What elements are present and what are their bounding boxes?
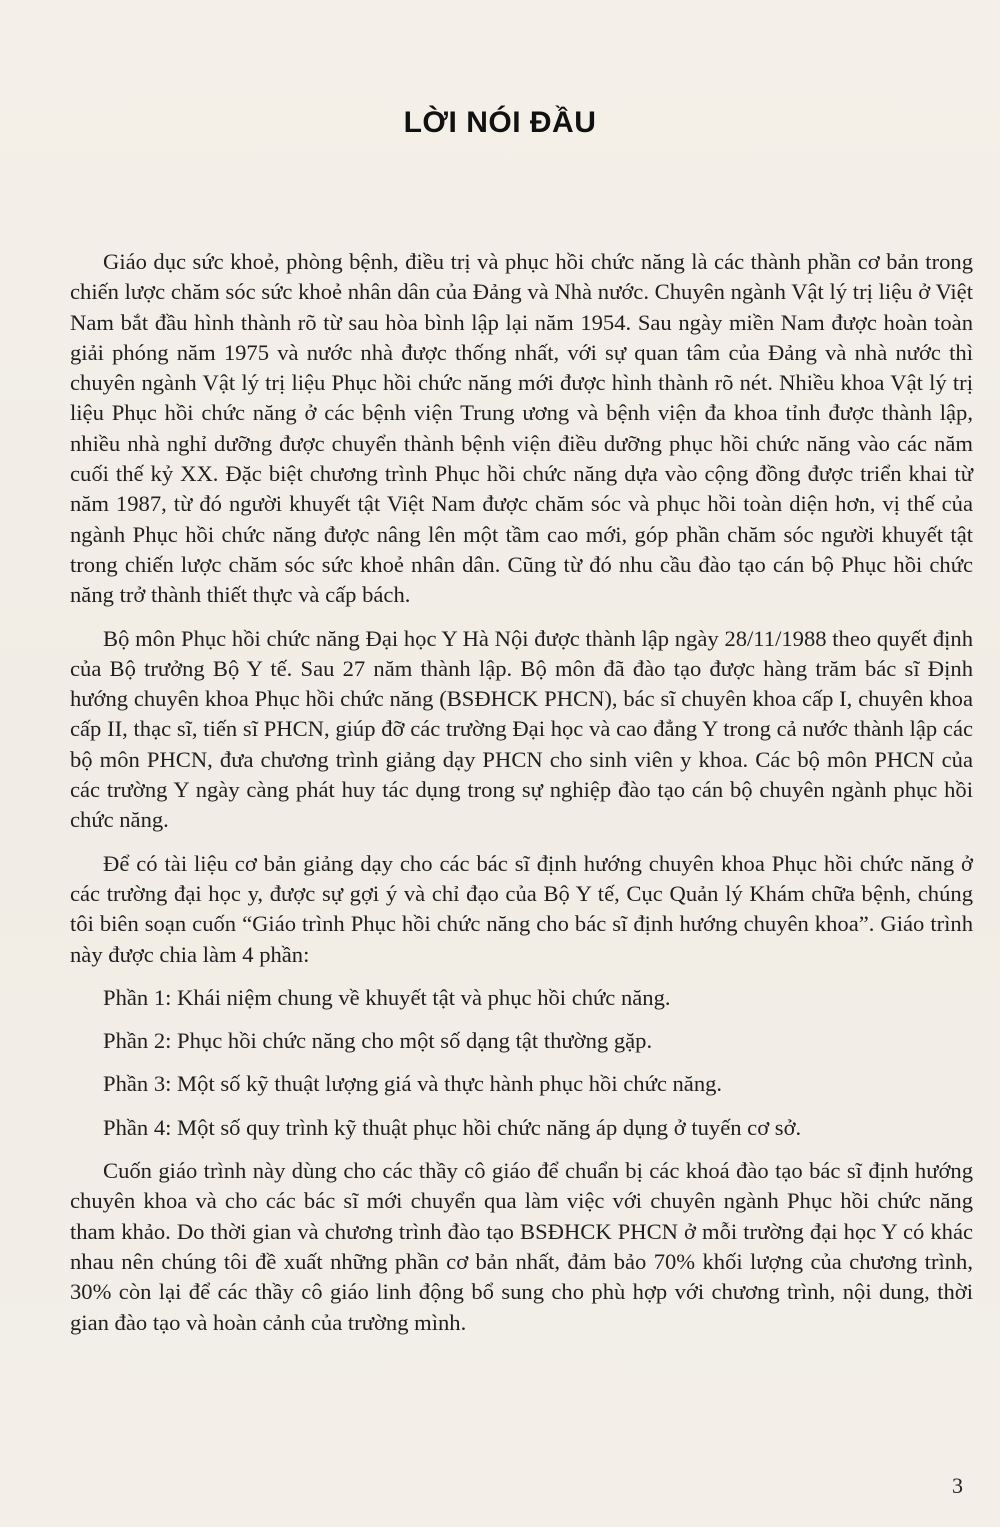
page-title: LỜI NÓI ĐẦU — [403, 106, 597, 139]
paragraph-intro: Giáo dục sức khoẻ, phòng bệnh, điều trị và phục hồi chức năng là các thành phần cơ bản trong chiến lược chăm sóc sức khoẻ nhân dân của Đảng và Nhà nước. Chuyên ngành Vật lý trị liệu ở Việt Nam bắt đầu hình thành rõ từ sau hòa bình lập lại năm 1954. Sau ngày miền Nam được hoàn toàn giải phóng năm 1975 và nước nhà được thống nhất, với sự quan tâm của Đảng và nhà nước thì chuyên ngành Vật lý trị liệu Phục hồi chức năng mới được hình thành rõ nét. Nhiều khoa Vật lý trị liệu Phục hồi chức năng ở các bệnh viện Trung ương và bệnh viện đa khoa tỉnh được thành lập, nhiều nhà nghỉ dưỡng được chuyển thành bệnh viện điều dưỡng phục hồi chức năng vào các năm cuối thế kỷ XX. Đặc biệt chương trình Phục hồi chức năng dựa vào cộng đồng được triển khai từ năm 1987, từ đó người khuyết tật Việt Nam được chăm sóc và phục hồi toàn diện hơn, vị thế của ngành Phục hồi chức năng được nâng lên một tầm cao mới, góp phần chăm sóc người khuyết tật trong chiến lược chăm sóc sức khoẻ nhân dân. Cũng từ đó nhu cầu đào tạo cán bộ Phục hồi chức năng trở thành thiết thực và cấp bách. — [70, 249, 973, 608]
part-1-item: Phần 1: Khái niệm chung về khuyết tật và phục hồi chức năng. — [103, 984, 671, 1010]
page-number: 3 — [952, 1473, 963, 1498]
paragraph-closing: Cuốn giáo trình này dùng cho các thầy cô giáo để chuẩn bị các khoá đào tạo bác sĩ định hướng chuyên khoa và cho các bác sĩ mới chuyển qua làm việc với chuyên ngành Phục hồi chức năng tham khảo. Do thời gian và chương trình đào tạo BSĐHCK PHCN ở mỗi trường đại học Y có khác nhau nên chúng tôi đề xuất những phần cơ bản nhất, đảm bảo 70% khối lượng của chương trình, 30% còn lại để các thầy cô giáo linh động bổ sung cho phù hợp với chương trình, nội dung, thời gian đào tạo và hoàn cảnh của trường mình. — [70, 1158, 973, 1335]
paragraph-department: Bộ môn Phục hồi chức năng Đại học Y Hà Nội được thành lập ngày 28/11/1988 theo quyết định của Bộ trưởng Bộ Y tế. Sau 27 năm thành lập. Bộ môn đã đào tạo được hàng trăm bác sĩ Định hướng chuyên khoa Phục hồi chức năng (BSĐHCK PHCN), bác sĩ chuyên khoa cấp I, chuyên khoa cấp II, thạc sĩ, tiến sĩ PHCN, giúp đỡ các trường Đại học và cao đẳng Y trong cả nước thành lập các bộ môn PHCN, đưa chương trình giảng dạy PHCN cho sinh viên y khoa. Các bộ môn PHCN của các trường Y ngày càng phát huy tác dụng trong sự nghiệp đào tạo cán bộ chuyên ngành phục hồi chức năng. — [70, 625, 973, 833]
part-2-item: Phần 2: Phục hồi chức năng cho một số dạng tật thường gặp. — [103, 1028, 653, 1054]
paragraph-purpose: Để có tài liệu cơ bản giảng dạy cho các bác sĩ định hướng chuyên khoa Phục hồi chức năng ở các trường đại học y, được sự gợi ý và chỉ đạo của Bộ Y tế, Cục Quản lý Khám chữa bệnh, chúng tôi biên soạn cuốn “Giáo trình Phục hồi chức năng cho bác sĩ định hướng chuyên khoa”. Giáo trình này được chia làm 4 phần: — [70, 850, 973, 967]
part-4-item: Phần 4: Một số quy trình kỹ thuật phục hồi chức năng áp dụng ở tuyến cơ sở. — [103, 1114, 802, 1140]
part-3-item: Phần 3: Một số kỹ thuật lượng giá và thực hành phục hồi chức năng. — [103, 1071, 723, 1097]
body-text — [70, 247, 973, 1351]
